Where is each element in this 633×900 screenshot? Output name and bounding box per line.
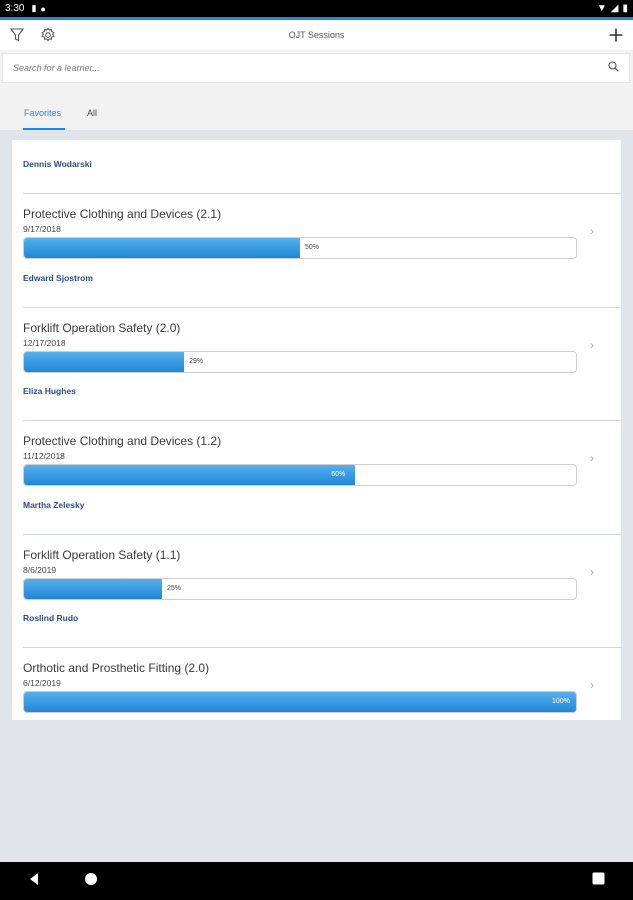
session-row[interactable] [12, 194, 621, 274]
plus-icon[interactable] [606, 25, 626, 45]
page-title: OJT Sessions [288, 30, 345, 40]
progress-fill [24, 465, 355, 485]
progress-label: 50% [305, 244, 320, 251]
course-name: Forklift Operation Safety (2.0) [23, 321, 181, 335]
filter-icon[interactable] [7, 25, 27, 45]
home-icon[interactable] [84, 872, 98, 891]
learner-name: Dennis Wodarski [23, 159, 92, 169]
search-box [2, 53, 630, 83]
back-icon[interactable] [28, 872, 40, 891]
tab-all[interactable]: All [87, 108, 98, 118]
session-list [12, 140, 621, 720]
tabs-bar [0, 86, 633, 130]
session-date: 11/12/2018 [23, 451, 65, 461]
chevron-right-icon: › [590, 565, 594, 579]
learner-name: Roslind Rudo [23, 613, 79, 623]
session-row[interactable] [12, 648, 621, 728]
course-name: Protective Clothing and Devices (2.1) [23, 207, 222, 221]
session-row[interactable] [12, 308, 621, 388]
status-time: 3:30 [5, 3, 25, 14]
progress-fill [24, 579, 162, 599]
progress-bar [23, 237, 577, 259]
learner-name: Martha Zelesky [23, 500, 85, 510]
progress-bar [23, 691, 577, 713]
course-name: Protective Clothing and Devices (1.2) [23, 434, 222, 448]
gear-icon[interactable] [38, 25, 58, 45]
chevron-right-icon: › [590, 338, 594, 352]
search-area [0, 50, 633, 86]
session-date: 6/12/2019 [23, 678, 61, 688]
battery-icon: ▮ [622, 3, 628, 14]
progress-label: 29% [189, 358, 204, 365]
progress-label: 100% [552, 698, 570, 705]
session-date: 9/17/2018 [23, 224, 61, 234]
learner-name: Eliza Hughes [23, 386, 76, 396]
signal-icon: ◢ [610, 3, 619, 14]
session-row[interactable] [12, 535, 621, 615]
search-input[interactable] [13, 63, 608, 73]
active-tab-indicator [23, 128, 65, 130]
status-bar [0, 0, 633, 17]
wifi-icon: ▼ [596, 3, 607, 14]
progress-bar [23, 351, 577, 373]
progress-fill [24, 238, 300, 258]
progress-bar [23, 464, 577, 486]
session-row[interactable] [12, 421, 621, 501]
progress-label: 25% [167, 585, 182, 592]
chevron-right-icon: › [590, 224, 594, 238]
progress-fill [24, 692, 576, 712]
learner-name: Edward Sjostrom [23, 273, 93, 283]
notification-icon: ● [40, 3, 46, 14]
top-bar [0, 20, 633, 50]
search-icon[interactable] [608, 59, 619, 77]
tab-favorites[interactable]: Favorites [24, 108, 62, 118]
course-name: Orthotic and Prosthetic Fitting (2.0) [23, 661, 210, 675]
session-date: 12/17/2018 [23, 338, 66, 348]
session-date: 8/6/2019 [23, 565, 57, 575]
recents-icon[interactable] [592, 872, 605, 890]
chevron-right-icon: › [590, 451, 594, 465]
system-nav-bar [0, 862, 633, 900]
progress-label: 60% [331, 471, 346, 478]
progress-bar [23, 578, 577, 600]
chevron-right-icon: › [590, 678, 594, 692]
course-name: Forklift Operation Safety (1.1) [23, 548, 181, 562]
sim-icon: ▮ [31, 3, 37, 13]
progress-fill [24, 352, 184, 372]
